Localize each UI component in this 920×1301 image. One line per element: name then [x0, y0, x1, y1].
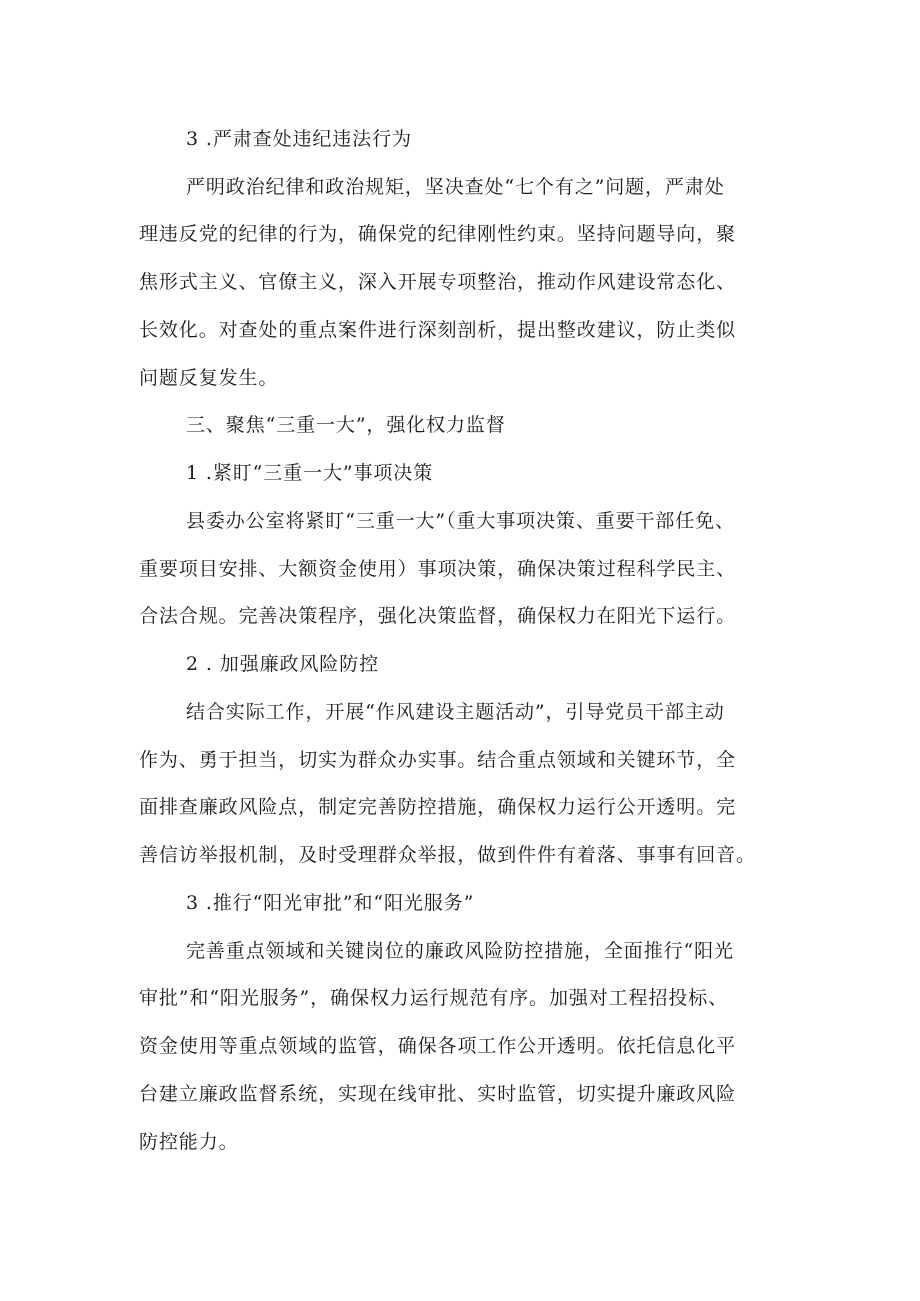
paragraph-line: 面排查廉政风险点，制定完善防控措施，确保权力运行公开透明。完 [139, 796, 737, 818]
paragraph-line: 作为、勇于担当，切实为群众办实事。结合重点领域和关键环节，全 [139, 749, 737, 771]
part-heading: 三、聚焦“三重一大”，强化权力监督 [186, 414, 506, 436]
paragraph-line: 合法合规。完善决策程序，强化决策监督，确保权力在阳光下运行。 [139, 605, 737, 627]
paragraph-line: 结合实际工作，开展“作风建设主题活动”，引导党员干部主动 [186, 701, 725, 723]
paragraph-line: 焦形式主义、官僚主义，深入开展专项整治，推动作风建设常态化、 [139, 271, 737, 293]
section-heading: 2 . 加强廉政风险防控 [186, 653, 380, 675]
paragraph-line: 理违反党的纪律的行为，确保党的纪律刚性约束。坚持问题导向，聚 [139, 223, 737, 245]
paragraph-line: 资金使用等重点领域的监管，确保各项工作公开透明。依托信息化平 [139, 1035, 737, 1057]
paragraph-line: 严明政治纪律和政治规矩，坚决查处“七个有之”问题，严肃处 [186, 176, 725, 198]
paragraph-line: 重要项目安排、大额资金使用）事项决策，确保决策过程科学民主、 [139, 558, 737, 580]
paragraph-line: 问题反复发生。 [139, 367, 279, 389]
section-heading: 3 .推行“阳光审批”和“阳光服务” [186, 892, 475, 914]
paragraph-line: 县委办公室将紧盯“三重一大”（重大事项决策、重要干部任免、 [186, 510, 736, 532]
paragraph-line: 长效化。对查处的重点案件进行深刻剖析，提出整改建议，防止类似 [139, 319, 737, 341]
paragraph-line: 善信访举报机制，及时受理群众举报，做到件件有着落、事事有回音。 [139, 844, 756, 866]
paragraph-line: 完善重点领域和关键岗位的廉政风险防控措施，全面推行“阳光 [186, 940, 734, 962]
paragraph-line: 防控能力。 [139, 1131, 239, 1153]
paragraph-line: 审批”和“阳光服务”，确保权力运行规范有序。加强对工程招投标、 [139, 987, 729, 1009]
section-heading: 3 .严肃查处违纪违法行为 [186, 128, 412, 150]
section-heading: 1 .紧盯“三重一大”事项决策 [186, 462, 434, 484]
paragraph-line: 台建立廉政监督系统，实现在线审批、实时监管，切实提升廉政风险 [139, 1083, 737, 1105]
